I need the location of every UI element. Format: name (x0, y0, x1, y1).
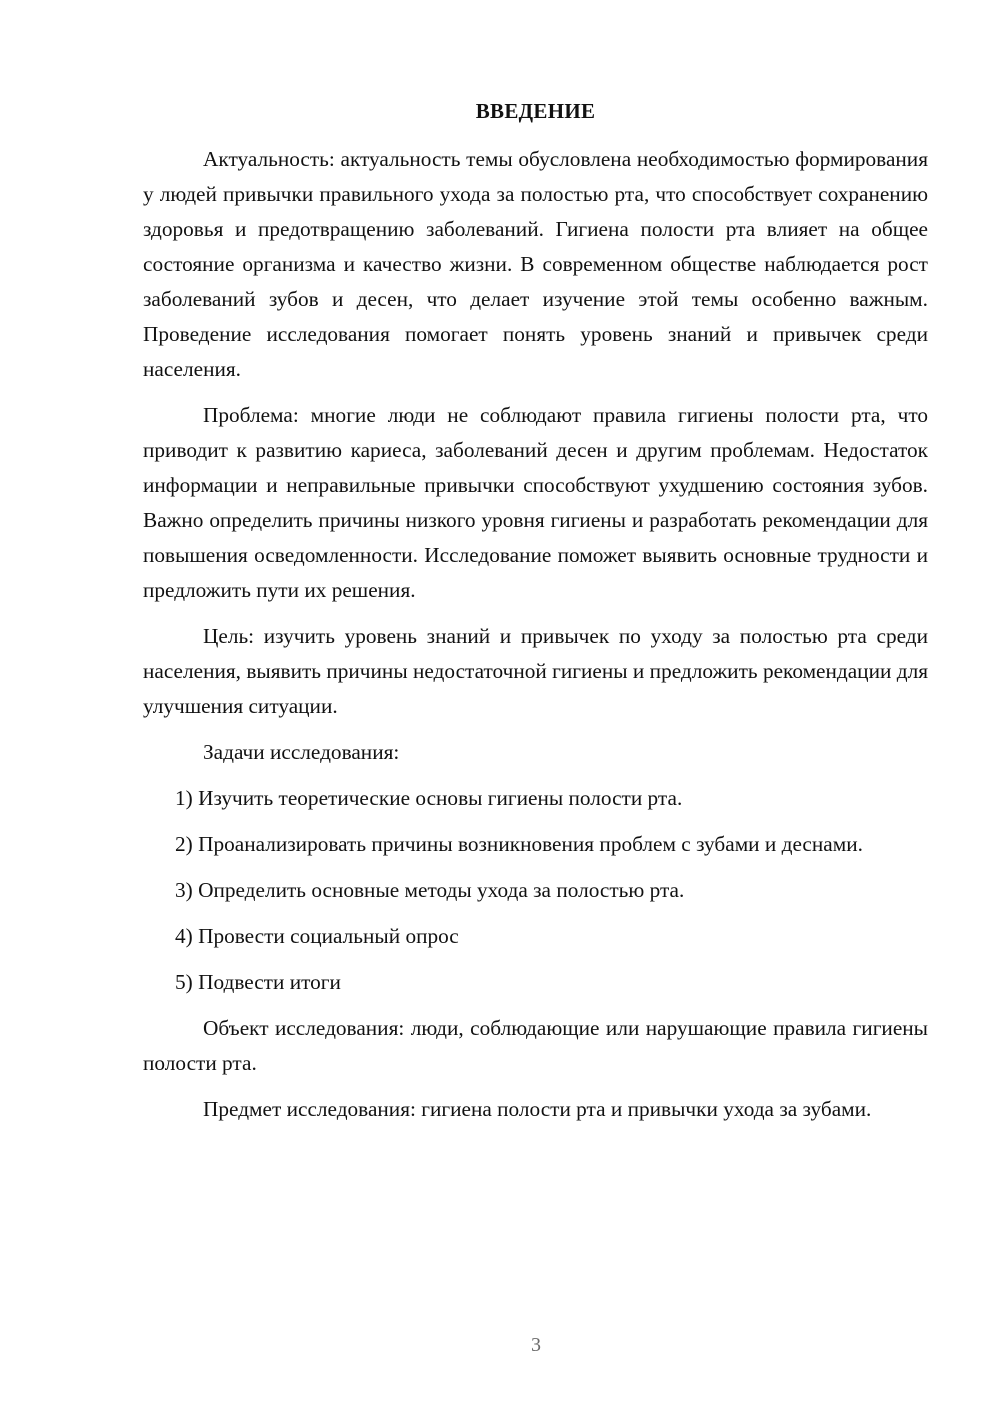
goal-paragraph: Цель: изучить уровень знаний и привычек по уходу за полостью рта среди населения, выявить причины недостаточной гигиены и предложить рекомендации для улучшения ситуации. (143, 624, 928, 718)
tasks-intro-paragraph: Задачи исследования: (203, 740, 400, 764)
section-heading: ВВЕДЕНИЕ (475, 99, 596, 123)
task-item-4: 4) Провести социальный опрос (175, 924, 459, 948)
task-item-3: 3) Определить основные методы ухода за полостью рта. (175, 878, 685, 902)
task-item-1: 1) Изучить теоретические основы гигиены полости рта. (175, 786, 683, 810)
subject-paragraph: Предмет исследования: гигиена полости рта и привычки ухода за зубами. (203, 1097, 872, 1121)
task-item-2: 2) Проанализировать причины возникновения проблем с зубами и деснами. (175, 832, 863, 856)
task-item-5: 5) Подвести итоги (175, 970, 341, 994)
object-paragraph: Объект исследования: люди, соблюдающие или нарушающие правила гигиены полости рта. (143, 1016, 928, 1075)
document-page (143, 96, 928, 1138)
relevance-paragraph: Актуальность: актуальность темы обусловлена необходимостью формирования у людей привычки правильного ухода за полостью рта, что способствует сохранению здоровья и предотвращению заболеваний. Гигиена полости рта влияет на общее состояние организма и качество жизни. В современном обществе наблюдается рост заболеваний зубов и десен, что делает изучение этой темы особенно важным. Проведение исследования помогает понять уровень знаний и привычек среди населения. (143, 147, 928, 381)
problem-paragraph: Проблема: многие люди не соблюдают правила гигиены полости рта, что приводит к развитию кариеса, заболеваний десен и другим проблемам. Недостаток информации и неправильные привычки способствуют ухудшению состояния зубов. Важно определить причины низкого уровня гигиены и разработать рекомендации для повышения осведомленности. Исследование поможет выявить основные трудности и предложить пути их решения. (143, 403, 928, 602)
page-number: 3 (531, 1334, 541, 1356)
